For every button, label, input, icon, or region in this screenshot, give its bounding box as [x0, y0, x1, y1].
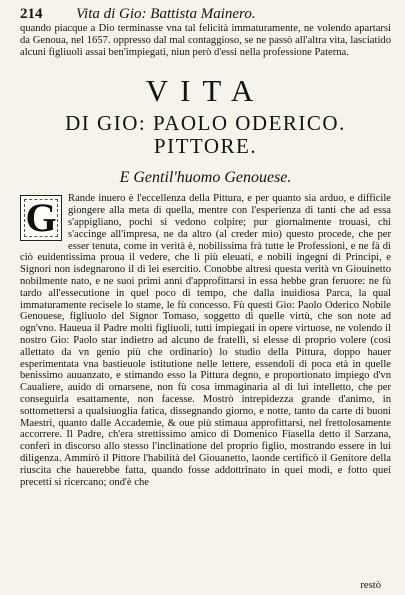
- biography-paragraph: Rande inuero è l'eccellenza della Pittura, e per quanto sia arduo, e difficile giongere alla meta di quella, mentre con l'esperienza di tanti che ad essa s'appigliano, pochi si vedono colpire; pur giornalmente trouasi, chi s'accinge all'impresa, ne da altro (al creder mio) questo procede, che per esser tenuta, come in verità è, nobilissima frà tutte le Professioni, e ne fà di ciò euidentissima proua il vedere, che li più eleuati, e nobili ingegni di Principi, e Signori non isdegnarono il di lei esercitio. Conobbe altresì questa verità vn Giouinetto nobilmente nato, e ne suoi primi anni d'approfittarsi in essa hebbe gran feruore: ne fù tardo all'essecutione in quel poco di tempo, che dalla inuidiosa Parca, la qual immaturamente recisele lo stame, le fù concesso. Fù questi Gio: Paolo Oderico Nobile Genouese, figliuolo del Signor Tomaso, soggetto di quelle virtù, che son note ad ogn'vno. Haueua il Padre molti figliuoli, tutti impiegati in opere virtuose, ne volendo il nostro Gio: Paolo star indietro ad alcuno de fratelli, si elesse di proprio volere (così allettato da vn genio più che ordinario) lo studio della Pittura, doppo hauer esperimentata vna bastieuole istitutione nelle lettere, essendoli di poca età in quelle benissimo auuanzato, e stimando esso la Pittura degno, e proportionato impiego d'vn Caualiere, auido di ornarsene, non fù cosa immaginaria al di lui intelletto, che per conseguirla esattamente, non facesse. Mostrò intrepidezza grande d'animo, in sottomettersi a qualsiuoglia fatica, dissegnando giorno, e notte, tanto da carte di buoni Maestri, quanto dalle Accademie, & oue più stimaua approfittarsi, nel frettolosamente accorrere. Il Padre, ch'era strettissimo amico di Domenico Fiasella detto il Sarzana, conferì in discorso allo stesso l'inclinatione del proprio figlio, mostrando essere in lui diligenza. Ammirò il Pittore l'habilità del Giouanetto, laonde certificò il Genitore della riuscita che hauerebbe fatta, quando fosse addottrinato in quei modi, e fotto quei precetti si ricercano; ond'è che: [20, 193, 391, 488]
- dropcap-letter: G: [25, 195, 57, 241]
- running-title: Vita di Gio: Battista Mainero.: [76, 6, 256, 22]
- chapter-title: VITA: [145, 73, 266, 109]
- chapter-subtitle-line1: DI GIO: PAOLO ODERICO.: [65, 111, 346, 136]
- biography-body: [20, 193, 391, 488]
- chapter-qualifier: E Gentil'huomo Genouese.: [119, 169, 292, 187]
- ornamental-dropcap: [20, 195, 62, 241]
- page-number: 214: [20, 6, 43, 22]
- catchword: restò: [360, 580, 381, 591]
- running-head: [20, 6, 391, 22]
- chapter-subtitle-line2: PITTORE.: [153, 134, 258, 159]
- previous-life-ending: quando piacque a Dio terminasse vna tal felicità immaturamente, ne volendo apartarsi da Genoua, nel 1657. oppresso dal mal contaggioso, se ne passò all'altra vita, lasciatido alcuni figliuoli assai ben'impiegati, niun però d'essi nella professione Paterna.: [20, 23, 391, 58]
